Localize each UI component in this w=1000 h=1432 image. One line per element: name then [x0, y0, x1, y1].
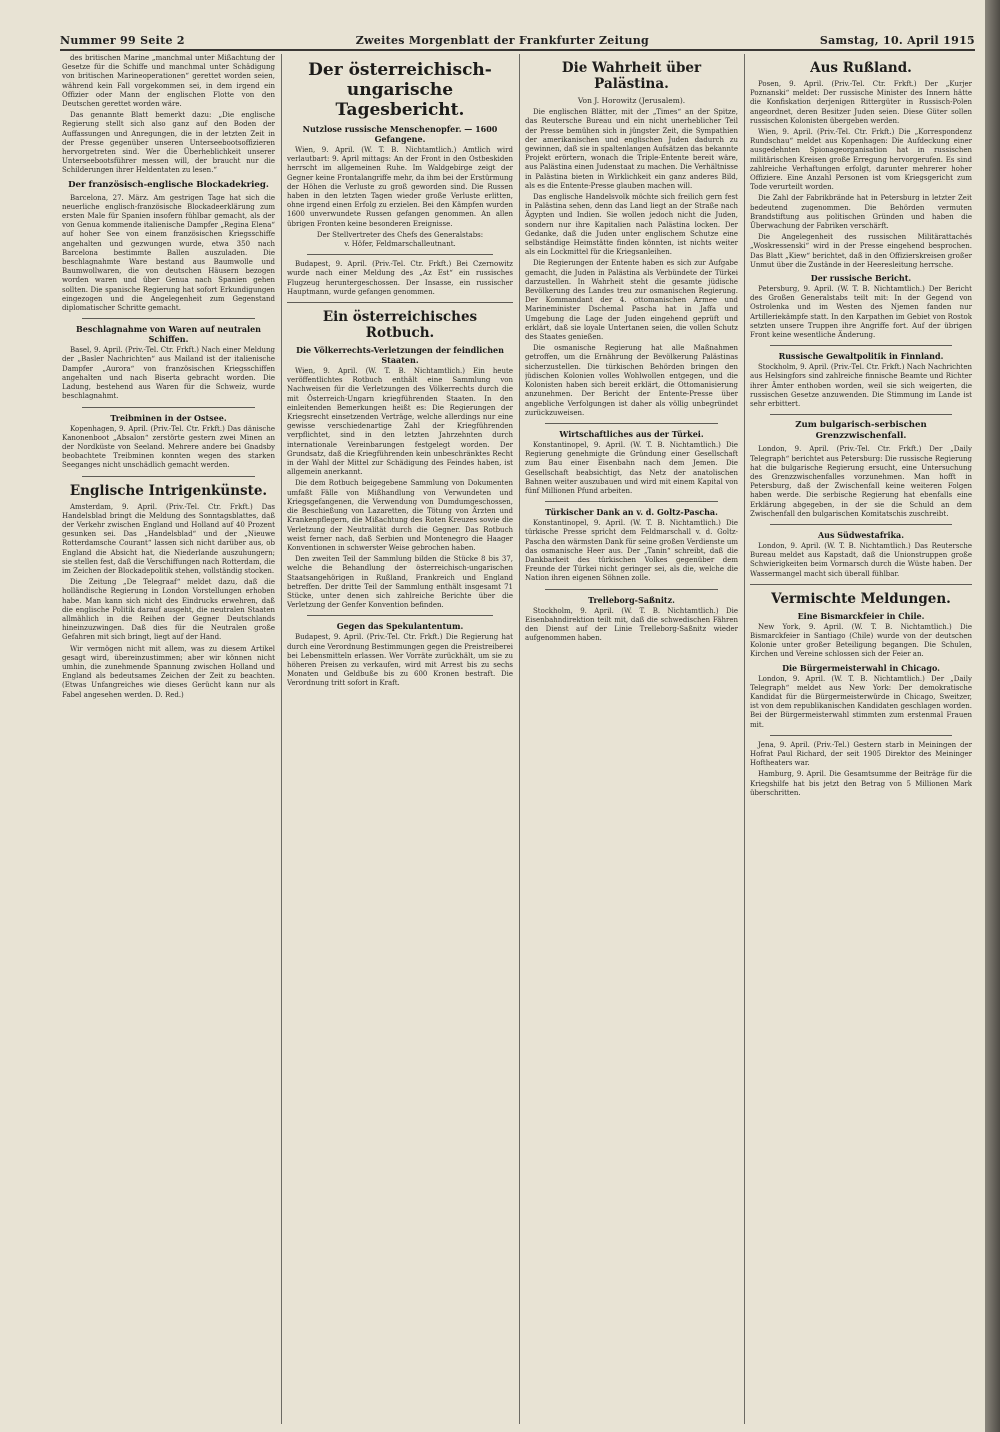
headline-chicago: Die Bürgermeisterwahl in Chicago.: [782, 662, 940, 673]
article-text: London, 9. April. (Priv.-Tel. Ctr. Frkft.) Der „Daily Telegraph“ berichtet aus Petersburg: Die russische Regierung hat die bulgarische Regierung ersucht, eine Untersuchung des Grenzzwischenfalles vorzunehmen. Man hofft in Petersburg, daß der Zwischenfall keine weiteren Folgen haben werde. Die serbische Regierung hat ebenfalls eine Erklärung abgegeben, in der sie die Schuld an dem Zwischenfall den bulgarischen Komitatschis zuschreibt.: [750, 445, 972, 518]
column-rule: [281, 54, 282, 1424]
divider: [545, 423, 718, 424]
divider: [770, 414, 952, 415]
book-binding-edge: [985, 0, 1000, 1432]
article-text: Den zweiten Teil der Sammlung bilden die Stücke 8 bis 37, welche die Behandlung der österreichisch-ungarischen Staatsangehörigen in Rußland, Frankreich und England betreffen. Der dritte Teil der Sammlung enthält insgesamt 71 Stücke, unter denen sich zahlreiche Berichte über die Verletzung der Genfer Konvention befinden.: [287, 555, 513, 610]
headline-intrigues: Englische Intrigenkünste.: [69, 482, 268, 499]
headline-econ: Wirtschaftliches aus der Türkei.: [559, 428, 704, 439]
article-text: Hamburg, 9. April. Die Gesamtsumme der Beiträge für die Kriegshilfe hat bis jetzt den Betrag von 5 Millionen Mark überschritten.: [750, 770, 972, 797]
article-text: Amsterdam, 9. April. (Priv.-Tel. Ctr. Frkft.) Das Handelsblad bringt die Meldung des Sonntagsblattes, daß der Verkehr zwischen England und Holland auf 40 Prozent gesunken sei. Das „Handelsblad“ und der „Nieuwe Rotterdamsche Courant“ lassen sich nicht darüber aus, ob England die Absicht hat, die Niederlande auszuhungern; sie stellen fest, daß die Verschiffungen nach Rotterdam, die im Zeichen der Blockadepolitik stehen, vollständig stocken.: [62, 502, 275, 575]
article-text: Konstantinopel, 9. April. (W. T. B. Nichtamtlich.) Die türkische Presse spricht dem Feldmarschall v. d. Goltz-Pascha den wärmsten Dank für seine großen Verdienste um das osmanische Heer aus. Der „Tanin“ schreibt, daß die Dankbarkeit des türkischen Volkes gegenüber dem Freunde der Türkei nicht geringer sei, als die, welche die Nation ihren eigenen Söhnen zolle.: [525, 519, 738, 583]
article-text: Das genannte Blatt bemerkt dazu: „Die englische Regierung stellt sich also ganz auf den Boden der Auffassungen und Anregungen, die in der letzten Zeit in der Presse gegenüber unseren Unterseebootsoffizieren hervorgetreten sind. Wer die Überheblichkeit unserer Unterseebootsführer messen will, der braucht nur die Schilderungen ihrer Heldentaten zu lesen.“: [62, 111, 275, 175]
article-text: Die englischen Blätter, mit der „Times“ an der Spitze, das Reutersche Bureau und ein nicht unerheblicher Teil der Presse bemühen sich in jüngster Zeit, die Sympathien der amerikanischen und englischen Juden dadurch zu gewinnen, daß sie in spaltenlangen Aufsätzen das bekannte Projekt erörtern, wonach die Triple-Entente bereit wäre, aus Palästina einen Judenstaat zu machen. Die Verhältnisse in Palästina bieten in Wirklichkeit ein ganz anderes Bild, als es die Entente-Presse glauben machen will.: [525, 108, 738, 190]
article-text: Die osmanische Regierung hat alle Maßnahmen getroffen, um die Ernährung der Bevölkerung Palästinas sicherzustellen. Die türkischen Behörden bringen den jüdischen Kolonien volles Wohlwollen entgegen, und die Kolonisten haben sich bereit erklärt, die Ottomanisierung anzunehmen. Der Bericht der Entente-Presse über angebliche Verfolgungen ist daher als völlig unbegründet zurückzuweisen.: [525, 344, 738, 417]
headline-finland: Russische Gewaltpolitik in Finnland.: [778, 351, 944, 362]
divider: [750, 584, 972, 585]
article-text: Stockholm, 9. April. (Priv.-Tel. Ctr. Frkft.) Nach Nachrichten aus Helsingfors sind zahlreiche finnische Beamte und Richter ihrer Ämter enthoben worden, weil sie sich weigerten, die russischen Gesetze anzuwenden. Die Stimmung im Lande ist sehr erbittert.: [750, 363, 972, 409]
divider: [545, 501, 718, 502]
divider: [307, 615, 493, 616]
headline-report: Der österreichisch-ungarische Tagesbericht.: [308, 60, 492, 120]
newspaper-title: Zweites Morgenblatt der Frankfurter Zeitung: [355, 33, 650, 47]
divider: [770, 524, 952, 525]
column-4: [750, 54, 972, 1424]
byline: Von J. Horowitz (Jerusalem).: [577, 96, 686, 105]
article-text: London, 9. April. (W. T. B. Nichtamtlich.) Der „Daily Telegraph“ meldet aus New York: Der demokratische Kandidat für die Bürgermeisterwürde in Chicago, Sweitzer, ist von dem republikanischen Kandidaten geschlagen worden. Bei der Bürgermeisterwahl stimmten zum erstenmal Frauen mit.: [750, 674, 972, 729]
article-text: Die Angelegenheit des russischen Militärattachés „Woskressenski“ wird in der Presse eingehend besprochen. Das Blatt „Kiew“ berichtet, daß in den Offizierskreisen großer Unmut über die Zustände in der Heeresleitung herrsche.: [750, 233, 972, 269]
article-text: Die Zeitung „De Telegraaf“ meldet dazu, daß die holländische Regierung in London Vorstellungen erhoben habe. Man kann sich nicht des Eindrucks erwehren, daß die englische Politik darauf ausgeht, die neutralen Staaten allmählich in die Reihen der Gegner Deutschlands hineinzuzwingen. Daß dies für die Neutralen große Gefahren mit sich bringt, liegt auf der Hand.: [62, 578, 275, 642]
report-signature: [287, 231, 513, 249]
headline-southwest-africa: Aus Südwestafrika.: [817, 529, 905, 540]
headline-border: Zum bulgarisch-serbischen Grenzzwischenfall.: [795, 420, 927, 442]
subheadline-redbook: Die Völkerrechts-Verletzungen der feindlichen Staaten.: [296, 345, 504, 366]
article-text: Stockholm, 9. April. (W. T. B. Nichtamtlich.) Die Eisenbahndirektion teilt mit, daß die schwedischen Fähren den Dienst auf der Linie Trelleborg-Saßnitz wieder aufgenommen haben.: [525, 606, 738, 643]
divider: [770, 345, 952, 346]
subheadline-report: Nutzlose russische Menschenopfer. — 1600 Gefangene.: [302, 124, 498, 144]
column-2: [287, 54, 513, 1424]
headline-mines: Treibminen in der Ostsee.: [110, 412, 227, 423]
masthead: [60, 33, 975, 47]
headline-misc: Vermischte Meldungen.: [771, 590, 951, 607]
column-1: [62, 54, 275, 1424]
article-text: Budapest, 9. April. (Priv.-Tel. Ctr. Frkft.) Die Regierung hat durch eine Verordnung Bestimmungen gegen die Preistreiberei bei Lebensmitteln erlassen. Wer Vorräte zurückhält, um sie zu höheren Preisen zu verkaufen, wird mit Arrest bis zu sechs Monaten und Geldbuße bis zu 600 Kronen bestraft. Die Verordnung tritt sofort in Kraft.: [287, 633, 513, 688]
column-3: [525, 54, 738, 1424]
signature-line: Der Stellvertreter des Chefs des Generalstabs:: [316, 230, 484, 239]
issue-date: Samstag, 10. April 1915: [819, 33, 975, 47]
article-text: Petersburg, 9. April. (W. T. B. Nichtamtlich.) Der Bericht des Großen Generalstabs teilt mit: In der Gegend von Ostrolenka und im Westen des Njemen fanden nur Artilleriekämpfe statt. In den Karpathen im Gebiet von Rostok setzten unsere Truppen ihre Angriffe fort. Auf der übrigen Front keine wesentliche Änderung.: [750, 285, 972, 340]
article-text: Wien, 9. April. (Priv.-Tel. Ctr. Frkft.) Die „Korrespondenz Rundschau“ meldet aus Kopenhagen: Die Aufdeckung einer ausgedehnten Spionageorganisation hat in russischen militärischen Kreisen große Erregung hervorgerufen. Es sind zahlreiche Verhaftungen erfolgt, darunter mehrerer hoher Offiziere. Eine Anzahl Personen ist vom Kriegsgericht zum Tode verurteilt worden.: [750, 128, 972, 192]
page-number: Nummer 99 Seite 2: [60, 33, 185, 47]
divider: [307, 254, 493, 255]
article-text: Wir vermögen nicht mit allem, was zu diesem Artikel gesagt wird, übereinzustimmen; aber wir können nicht umhin, die zunehmende Spannung zwischen Holland und England als bedeutsames Zeichen der Zeit zu beachten. (Etwas Unfangreiches wie dieses Gerücht kann nur als Fabel angesehen werden. D. Red.): [62, 644, 275, 699]
divider: [82, 318, 255, 319]
column-rule: [744, 54, 745, 1424]
column-rule: [519, 54, 520, 1424]
headline-redbook: Ein österreichisches Rotbuch.: [322, 309, 478, 342]
headline-thanks: Türkischer Dank an v. d. Goltz-Pascha.: [545, 507, 718, 518]
article-text: New York, 9. April. (W. T. B. Nichtamtlich.) Die Bismarckfeier in Santiago (Chile) wurde von der deutschen Kolonie unter großer Beteiligung begangen. Die Schulen, Kirchen und Vereine schlossen sich der Feier an.: [750, 622, 972, 659]
article-text: Wien, 9. April. (W. T. B. Nichtamtlich.) Ein heute veröffentlichtes Rotbuch enthält eine Sammlung von Nachweisen für die Verletzungen des Völkerrechts durch die mit Österreich-Ungarn kriegführenden Staaten. In den einleitenden Bemerkungen heißt es: Die Regierungen der Kriegsrecht einsetzenden Verträge, welche allerdings nur eine gewisse verschiedenartige Zahl der Kriegführenden verpflichtet, sind in den letzten Jahrzehnten durch internationale Vereinbarungen festgelegt worden. Der Grundsatz, daß die Kriegführenden kein unbeschränktes Recht in der Wahl der Mittel zur Schädigung des Feindes haben, ist allgemein anerkannt.: [287, 367, 513, 477]
article-text: Barcelona, 27. März. Am gestrigen Tage hat sich die neuerliche englisch-französische Blockadeerklärung zum ersten Male für Spanien insofern fühlbar gemacht, als der von Genua kommende italienische Dampfer „Regina Elena“ auf hoher See von einem französischen Kriegsschiffe angehalten und gezwungen wurde, etwa 350 nach Barcelona bestimmte Ballen auszuladen. Die beschlagnahmte Ware bestand aus Baumwolle und Baumwollwaren, die von deutschen Häusern bezogen worden waren und über Genua nach Spanien gehen sollten. Die spanische Regierung hat sofort Erkundigungen eingezogen und die Angelegenheit zum Gegenstand diplomatischer Schritte gemacht.: [62, 193, 275, 313]
article-text: Kopenhagen, 9. April. (Priv.-Tel. Ctr. Frkft.) Das dänische Kanonenboot „Absalon“ zerstörte gestern zwei Minen an der Nordküste von Seeland. Mehrere andere bei Gnadsby beobachtete Treibminen konnten wegen des starken Seeganges nicht unschädlich gemacht werden.: [62, 424, 275, 470]
headline-bismarck: Eine Bismarckfeier in Chile.: [797, 610, 925, 621]
divider: [770, 735, 952, 736]
article-text: Das englische Handelsvolk möchte sich freilich gern fest in Palästina sehen, denn das Land liegt an der Straße nach Ägypten und Indien. Sie wollen jedoch nicht die Juden, sondern nur ihre Kapitalien nach Palästina locken. Der Gedanke, daß die Juden unter englischem Schutze eine selbständige Heimstätte finden könnten, ist nichts weiter als ein Lockmittel für die Kriegsanleihen.: [525, 193, 738, 257]
article-text: Jena, 9. April. (Priv.-Tel.) Gestern starb in Meiningen der Hofrat Paul Richard, der seit 1905 Direktor des Meininger Hoftheaters war.: [750, 740, 972, 768]
article-text: Konstantinopel, 9. April. (W. T. B. Nichtamtlich.) Die Regierung genehmigte die Gründung einer Gesellschaft zum Bau einer Eisenbahn nach dem Jemen. Die Gesellschaft beabsichtigt, das Netz der anatolischen Bahnen weiter auszubauen und wird mit einem Kapital von fünf Millionen Pfund arbeiten.: [525, 440, 738, 495]
divider: [545, 589, 718, 590]
article-text: Wien, 9. April. (W. T. B. Nichtamtlich.) Amtlich wird verlautbart: 9. April mittags: An der Front in den Ostbeskiden herrscht im allgemeinen Ruhe. Im Waldgebirge zeigt der Gegner keine Frontalangriffe mehr, da ihm bei der Erstürmung der Höhen die Verluste zu groß geworden sind. Die Russen haben in den letzten Tagen wieder große Verluste erlitten, ohne irgend einen Erfolg zu erzielen. Bei den Kämpfen wurden 1600 unverwundete Russen gefangen genommen. An allen übrigen Fronten keine besonderen Ereignisse.: [287, 146, 513, 228]
signature-line: v. Höfer, Feldmarschalleutnant.: [344, 240, 456, 249]
divider: [287, 302, 513, 303]
divider: [82, 476, 255, 477]
headline-russia: Aus Rußland.: [810, 60, 912, 76]
headline-seizure: Beschlagnahme von Waren auf neutralen Schiffen.: [76, 324, 261, 345]
headline-truth: Die Wahrheit über Palästina.: [561, 60, 702, 92]
headline-russbericht: Der russische Bericht.: [810, 273, 912, 284]
article-text: Basel, 9. April. (Priv.-Tel. Ctr. Frkft.) Nach einer Meldung der „Basler Nachrichten“ aus Mailand ist der italienische Dampfer „Aurora“ von französischen Kriegsschiffen angehalten und nach Biserta gebracht worden. Die Ladung, bestehend aus Waren für die Schweiz, wurde beschlagnahmt.: [62, 346, 275, 401]
article-text: des britischen Marine „manchmal unter Mißachtung der Gesetze für die Schiffe und manchmal unter Schädigung von britischen Marineoperationen“ gerettet worden seien, während kein Fall vorgekommen sei, in dem irgend ein Offizier oder Mann der englischen Flotte von den Deutschen gerettet worden wäre.: [62, 54, 275, 109]
headline-blockade: Der französisch-englische Blockadekrieg.: [68, 179, 269, 190]
divider: [82, 407, 255, 408]
headline-trelleborg: Trelleborg-Saßnitz.: [588, 594, 675, 605]
article-text: Die dem Rotbuch beigegebene Sammlung von Dokumenten umfaßt Fälle von Mißhandlung von Verwundeten und Kriegsgefangenen, die Verwendung von Dumdumgeschossen, die Beschießung von Lazaretten, die Tötung von Ärzten und Krankenpflegern, die Mißachtung des Roten Kreuzes sowie die Verletzung der Neutralität durch die Gegner. Das Rotbuch weist ferner nach, daß Serbien und Montenegro die Haager Konventionen in schwerster Weise gebrochen haben.: [287, 479, 513, 552]
article-text: Die Regierungen der Entente haben es sich zur Aufgabe gemacht, die Juden in Palästina als Verbündete der Türkei darzustellen. In Wahrheit steht die gesamte jüdische Bevölkerung des Landes treu zur osmanischen Regierung. Der Kommandant der 4. ottomanischen Armee und Marineminister Dschemal Pascha hat in Jaffa und Umgebung die Lage der Juden eingehend geprüft und erklärt, daß sie loyale Untertanen seien, die vollen Schutz des Staates genießen.: [525, 259, 738, 342]
article-text: London, 9. April. (W. T. B. Nichtamtlich.) Das Reutersche Bureau meldet aus Kapstadt, daß die Unionstruppen große Schwierigkeiten beim Vormarsch durch die Wüste haben. Der Wassermangel macht sich überall fühlbar.: [750, 541, 972, 578]
masthead-rule: [60, 49, 975, 51]
article-text: Budapest, 9. April. (Priv.-Tel. Ctr. Frkft.) Bei Czernowitz wurde nach einer Meldung des „Az Est“ ein russisches Flugzeug heruntergeschossen. Der Insasse, ein russischer Hauptmann, wurde gefangen genommen.: [287, 260, 513, 296]
article-text: Posen, 9. April. (Priv.-Tel. Ctr. Frkft.) Der „Kurjer Poznanski“ meldet: Der russische Minister des Innern hätte die Konfiskation derjenigen Rittergüter in Russisch-Polen angeordnet, deren Besitzer Juden seien. Diese Güter sollen russischen Kolonisten übergeben werden.: [750, 80, 972, 125]
article-text: Die Zahl der Fabrikbrände hat in Petersburg in letzter Zeit bedeutend zugenommen. Die Behörden vermuten Brandstiftung aus politischen Gründen und haben die Überwachung der Fabriken verschärft.: [750, 194, 972, 231]
headline-speculants: Gegen das Spekulantentum.: [336, 621, 464, 632]
